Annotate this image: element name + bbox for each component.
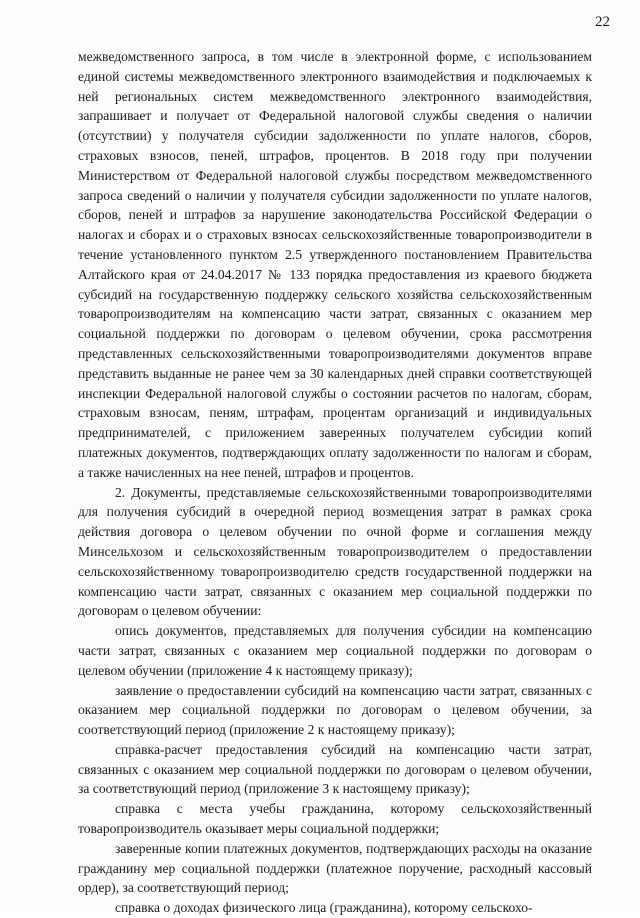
paragraph-tax-info: межведомственного запроса, в том числе в электронной форме, с использованием единой системы межведомственного электронного взаимодействия и подключаемых к ней региональных систем межведомственного электронного взаимодействия, запрашивает и получает от Федеральной налоговой службы сведения о наличии (отсутствии) у получателя субсидии задолженности по уплате налогов, сборов, страховых взносов, пеней, штрафов, процентов. В 2018 году при получении Министерством от Федеральной налоговой службы посредством межведомственного запроса сведений о наличии у получателя субсидии задолженности по уплате налогов, сборов, пеней и штрафов за нарушение законодательства Российской Федерации о налогах и сборах и о страховых взносах сельскохозяйственные товаропроизводители в течение установленного пунктом 2.5 утвержденного постановлением Правительства Алтайского края от 24.04.2017 № 133 порядка предоставления из краевого бюджета субсидий на государственную поддержку сельского хозяйства сельскохозяйственным товаропроизводителям на компенсацию части затрат, связанных с оказанием мер социальной поддержки по договорам о целевом обучении, срока рассмотрения представленных сельскохозяйственными товаропроизводителями документов вправе представить выданные не ранее чем за 30 календарных дней справки соответствующей инспекции Федеральной налоговой службы о состоянии расчетов по налогам, сборам, страховым взносам, пеням, штрафам, процентам организаций и индивидуальных предпринимателей, с приложением заверенных получателем субсидии копий платежных документов, подтверждающих оплату задолженности по налогам и сборам, а также начисленных на нее пеней, штрафов и процентов. — [78, 49, 592, 480]
list-item-calculation: справка-расчет предоставления субсидий на компенсацию части затрат, связанных с оказанием мер социальной поддержки по договорам о целевом обучении, за соответствующий период (приложение 3 к настоящему приказу); — [78, 741, 592, 797]
list-item-income-certificate: справка о доходах физического лица (гражданина), которому сельскохо- — [115, 900, 533, 916]
list-item-payment-copies: заверенные копии платежных документов, подтверждающих расходы на оказание гражданину мер социальной поддержки (платежное поручение, расходный кассовый ордер), за соответствующий период; — [78, 840, 592, 896]
list-item-inventory: опись документов, представляемых для получения субсидии на компенсацию части затрат, связанных с оказанием мер социальной поддержки по договорам о целевом обучении (приложение 4 к настоящему приказу); — [78, 623, 592, 678]
paragraph-documents-list: 2. Документы, представляемые сельскохозяйственными товаропроизводителями для получения субсидий в очередной период возмещения затрат в рамках срока действия договора о целевом обучении по очной форме и соглашения между Минсельхозом и сельскохозяйственным товаропроизводителем о предоставлении сельскохозяйственному товаропроизводителю средств государственной поддержки на компенсацию части затрат, связанных с оказанием мер социальной поддержки по договорам о целевом обучении: — [78, 484, 592, 619]
document-body — [78, 47, 592, 918]
page-number: 22 — [595, 14, 610, 30]
list-item-study-certificate: справка с места учебы гражданина, которому сельскохозяйственный товаропроизводитель оказывает меры социальной поддержки; — [78, 801, 592, 837]
list-item-application: заявление о предоставлении субсидий на компенсацию части затрат, связанных с оказанием мер социальной поддержки по договорам о целевом обучении, за соответствующий период (приложение 2 к настоящему приказу); — [78, 682, 592, 738]
